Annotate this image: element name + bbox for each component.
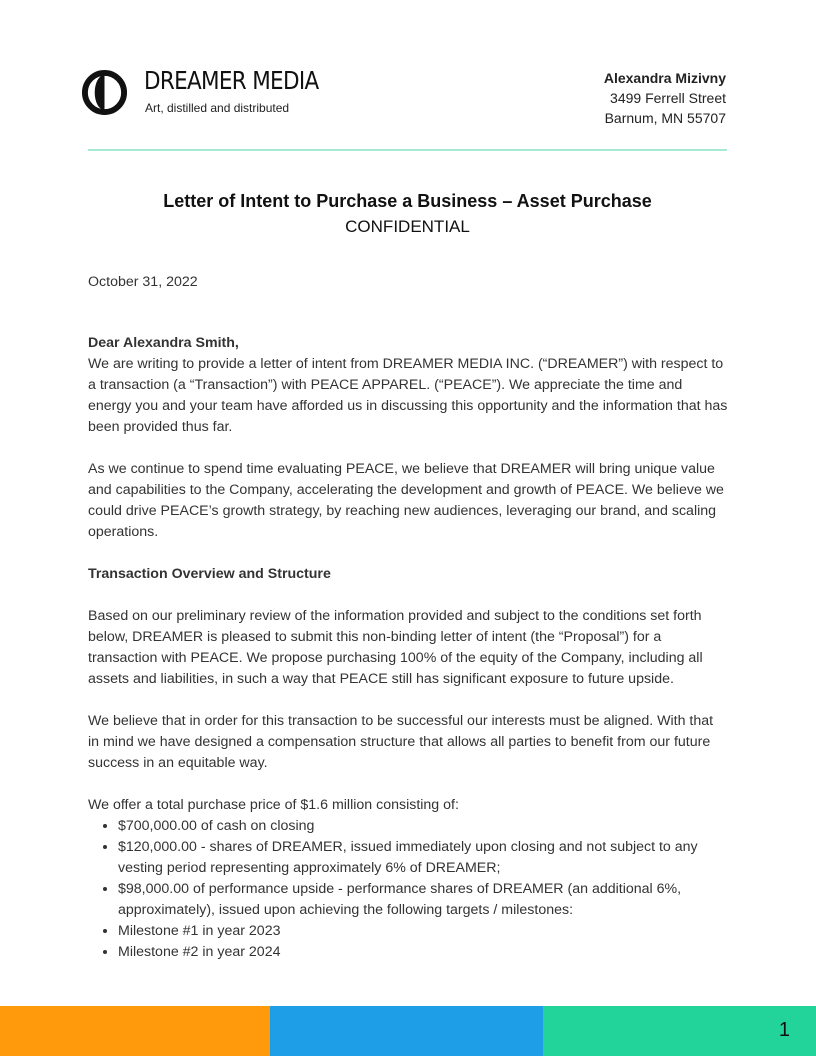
list-item: • $700,000.00 of cash on closing xyxy=(118,816,728,837)
sender-street: 3499 Ferrell Street xyxy=(610,90,726,106)
paragraph-alignment: We believe that in order for this transaction to be successful our interests must be aligned. With that in mind we have designed a compensation structure that allows all parties to benefit from our future success in an equitable way. xyxy=(88,713,714,771)
brand-tagline: Art, distilled and distributed xyxy=(145,101,290,115)
letter-date: October 31, 2022 xyxy=(88,274,198,290)
confidential-label: CONFIDENTIAL xyxy=(345,217,470,236)
salutation: Dear Alexandra Smith, xyxy=(88,335,239,351)
footer-bar-blue xyxy=(270,1006,543,1056)
letter-title: Letter of Intent to Purchase a Business – Asset Purchase xyxy=(163,191,652,211)
offer-list xyxy=(88,816,728,963)
sender-city: Barnum, MN 55707 xyxy=(604,110,726,126)
footer-bar-green xyxy=(543,1006,816,1056)
list-item: • Milestone #1 in year 2023 xyxy=(118,921,728,942)
letter-body xyxy=(88,272,728,963)
page-number: 1 xyxy=(778,1019,790,1041)
brand-name: DREAMER MEDIA xyxy=(144,66,319,95)
paragraph-proposal: Based on our preliminary review of the information provided and subject to the conditions set forth below, DREAMER is pleased to submit this non-binding letter of intent (the “Proposal”) for a transaction with PEACE. We propose purchasing 100% of the equity of the Company, including all assets and liabilities, in such a way that PEACE still has significant exposure to future upside. xyxy=(88,608,703,687)
list-item: • $98,000.00 of performance upside - performance shares of DREAMER (an additional 6%, approximately), issued upon achieving the following targets / milestones: xyxy=(118,879,728,921)
paragraph-offer: We offer a total purchase price of $1.6 million consisting of: xyxy=(88,797,459,813)
header-divider xyxy=(88,149,727,151)
list-item: • Milestone #2 in year 2024 xyxy=(118,942,728,963)
sender-address xyxy=(604,68,726,128)
sender-name: Alexandra Mizivny xyxy=(603,70,726,86)
logo-icon xyxy=(81,69,128,116)
paragraph-evaluation: As we continue to spend time evaluating PEACE, we believe that DREAMER will bring unique value and capabilities to the Company, accelerating the development and growth of PEACE. We believe we could drive PEACE’s growth strategy, by reaching new audiences, leveraging our brand, and scaling operations. xyxy=(88,461,724,540)
section-heading: Transaction Overview and Structure xyxy=(88,566,331,582)
list-item: • $120,000.00 - shares of DREAMER, issued immediately upon closing and not subject to any vesting period representing approximately 6% of DREAMER; xyxy=(118,837,728,879)
paragraph-intro: We are writing to provide a letter of intent from DREAMER MEDIA INC. (“DREAMER”) with respect to a transaction (a “Transaction”) with PEACE APPAREL. (“PEACE”). We appreciate the time and energy you and your team have afforded us in discussing this opportunity and the information that has been provided thus far. xyxy=(88,356,728,435)
footer-bar-orange xyxy=(0,1006,270,1056)
